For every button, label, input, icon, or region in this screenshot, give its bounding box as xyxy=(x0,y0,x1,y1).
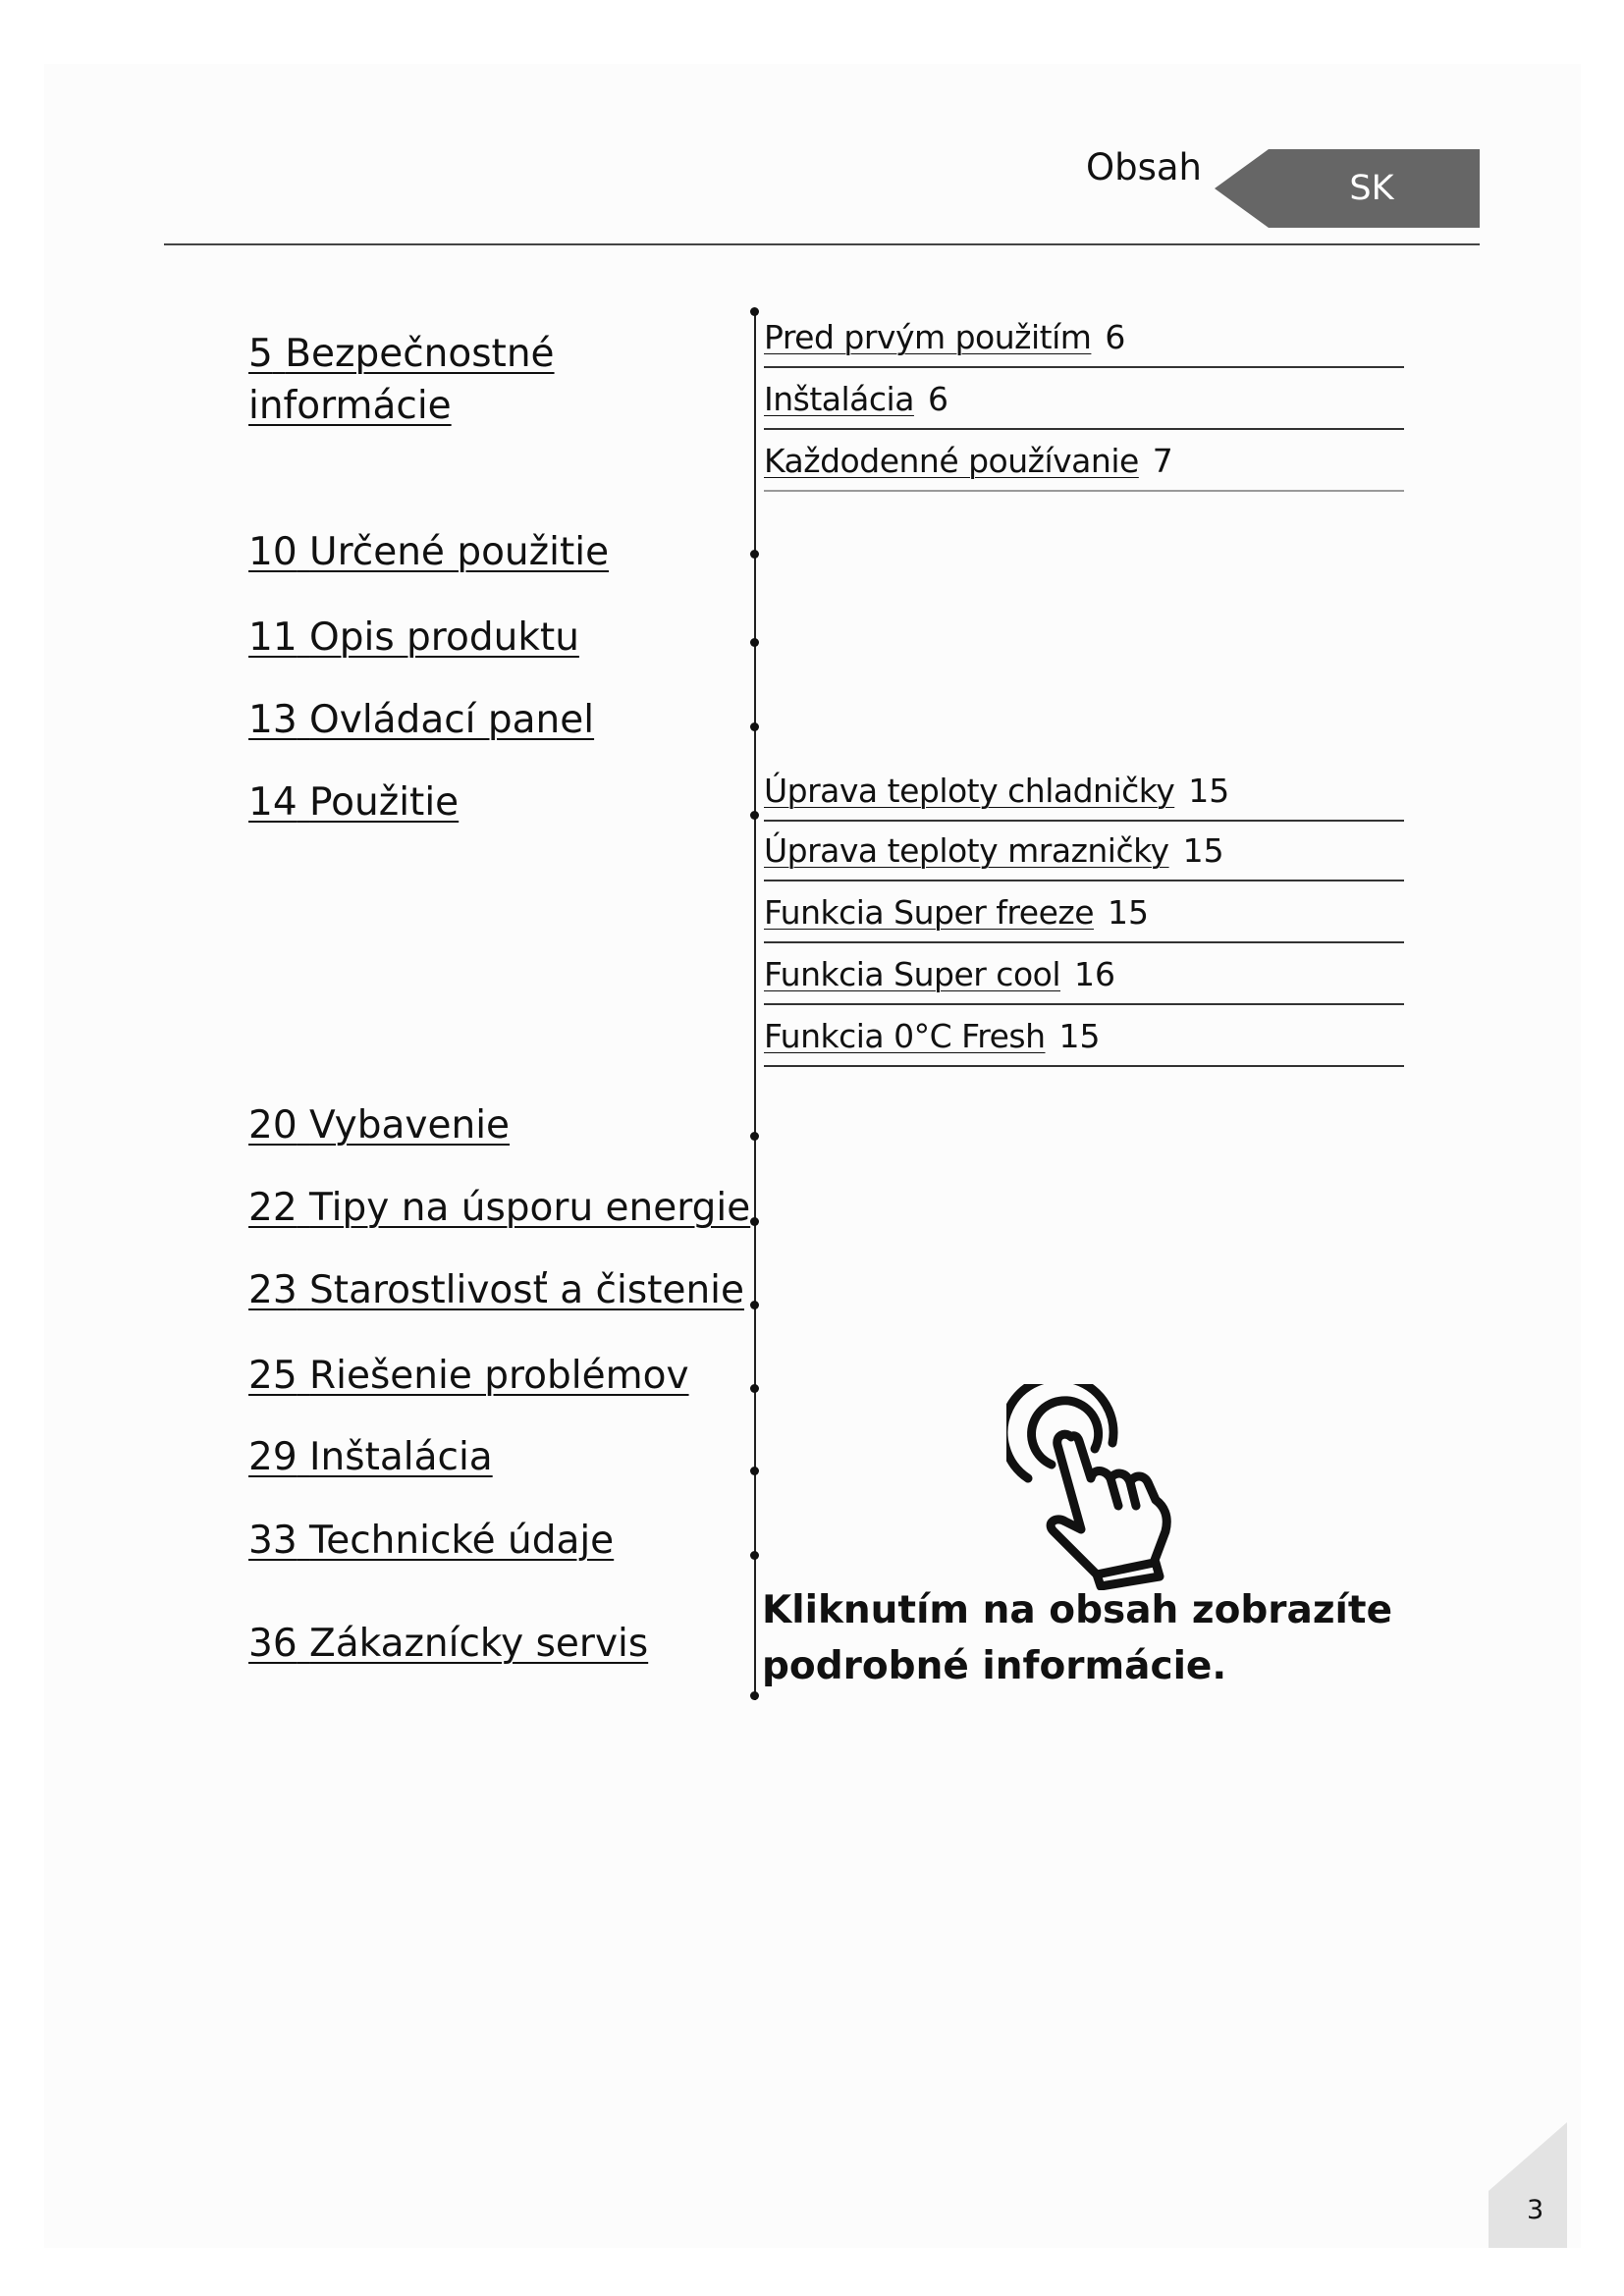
subsection-page: 6 xyxy=(1105,318,1126,356)
header-divider xyxy=(164,243,1480,245)
toc-page: 22 xyxy=(248,1186,298,1230)
timeline-dot xyxy=(750,1301,759,1309)
timeline-dot xyxy=(750,550,759,559)
toc-link-troubleshooting[interactable] xyxy=(248,1350,689,1402)
timeline-dot xyxy=(750,1551,759,1560)
timeline-dot xyxy=(750,1217,759,1226)
subsection-page: 16 xyxy=(1074,955,1116,993)
page-number: 3 xyxy=(1527,2195,1544,2225)
toc-hint xyxy=(762,1582,1430,1694)
toc-link-energy-tips[interactable] xyxy=(248,1182,750,1234)
toc-link-control-panel[interactable] xyxy=(248,694,594,746)
toc-title: Použitie xyxy=(309,780,460,825)
toc-link-technical-data[interactable] xyxy=(248,1515,614,1567)
toc-title: Vybavenie xyxy=(309,1103,511,1148)
subsection-link[interactable] xyxy=(764,1008,1404,1067)
timeline-dot xyxy=(750,722,759,731)
subsection-title: Každodenné používanie xyxy=(764,442,1139,480)
subsection-link[interactable] xyxy=(764,433,1404,492)
toc-timeline-line xyxy=(754,312,756,1700)
subsection-page: 15 xyxy=(1182,831,1224,870)
subsection-title: Pred prvým použitím xyxy=(764,318,1092,356)
page-title: Obsah xyxy=(1085,146,1202,188)
timeline-dot xyxy=(750,1132,759,1141)
subsection-page: 15 xyxy=(1188,772,1230,810)
toc-title: Inštalácia xyxy=(309,1435,493,1479)
timeline-dot xyxy=(750,638,759,647)
toc-title: Zákaznícky servis xyxy=(309,1622,649,1666)
subsection-link[interactable] xyxy=(764,371,1404,430)
toc-page: 20 xyxy=(248,1103,298,1148)
toc-page: 23 xyxy=(248,1268,298,1312)
toc-link-safety[interactable] xyxy=(248,328,555,432)
toc-page: 13 xyxy=(248,698,298,742)
toc-page: 11 xyxy=(248,615,298,660)
hint-line-2: podrobné informácie. xyxy=(762,1644,1227,1688)
toc-title: Starostlivosť a čistenie xyxy=(309,1268,744,1312)
subsection-page: 15 xyxy=(1058,1017,1101,1055)
toc-page: 29 xyxy=(248,1435,298,1479)
subsection-link[interactable] xyxy=(764,763,1404,822)
toc-link-customer-service[interactable] xyxy=(248,1618,648,1670)
timeline-dot xyxy=(750,811,759,820)
toc-page: 10 xyxy=(248,530,298,574)
subsection-title: Funkcia Super freeze xyxy=(764,893,1095,932)
toc-link-care-cleaning[interactable] xyxy=(248,1264,744,1316)
toc-page: 33 xyxy=(248,1519,298,1563)
page-corner-tab xyxy=(1489,2122,1567,2248)
timeline-dot xyxy=(750,1467,759,1475)
subsection-page: 6 xyxy=(927,380,948,418)
tap-hand-icon xyxy=(1006,1384,1193,1590)
toc-link-use[interactable] xyxy=(248,776,459,828)
subsection-link[interactable] xyxy=(764,823,1404,881)
toc-page: 14 xyxy=(248,780,298,825)
subsection-page: 15 xyxy=(1108,893,1150,932)
toc-title-continued: informácie xyxy=(248,384,452,428)
toc-title: Riešenie problémov xyxy=(309,1354,689,1398)
subsection-title: Inštalácia xyxy=(764,380,914,418)
toc-title: Tipy na úsporu energie xyxy=(309,1186,751,1230)
toc-title: Určené použitie xyxy=(309,530,610,574)
toc-link-installation[interactable] xyxy=(248,1431,493,1483)
timeline-dot xyxy=(750,307,759,316)
language-tab xyxy=(1215,149,1480,228)
toc-link-equipment[interactable] xyxy=(248,1099,510,1151)
toc-page: 25 xyxy=(248,1354,298,1398)
toc-link-intended-use[interactable] xyxy=(248,526,609,578)
toc-page: 5 xyxy=(248,332,273,376)
toc-title: Technické údaje xyxy=(309,1519,615,1563)
language-label: SK xyxy=(1349,169,1394,208)
hint-line-1: Kliknutím na obsah zobrazíte xyxy=(762,1588,1393,1632)
subsection-title: Úprava teploty chladničky xyxy=(764,772,1175,810)
timeline-dot xyxy=(750,1384,759,1393)
timeline-dot xyxy=(750,1691,759,1700)
subsection-page: 7 xyxy=(1152,442,1173,480)
toc-title: Opis produktu xyxy=(309,615,579,660)
toc-link-product-description[interactable] xyxy=(248,612,579,664)
subsection-title: Funkcia 0°C Fresh xyxy=(764,1017,1046,1055)
subsection-link[interactable] xyxy=(764,946,1404,1005)
subsection-title: Funkcia Super cool xyxy=(764,955,1061,993)
toc-page: 36 xyxy=(248,1622,298,1666)
subsection-link[interactable] xyxy=(764,884,1404,943)
subsection-title: Úprava teploty mrazničky xyxy=(764,831,1169,870)
toc-title: Ovládací panel xyxy=(309,698,595,742)
subsection-link[interactable] xyxy=(764,309,1404,368)
toc-title: Bezpečnostné xyxy=(285,332,555,376)
